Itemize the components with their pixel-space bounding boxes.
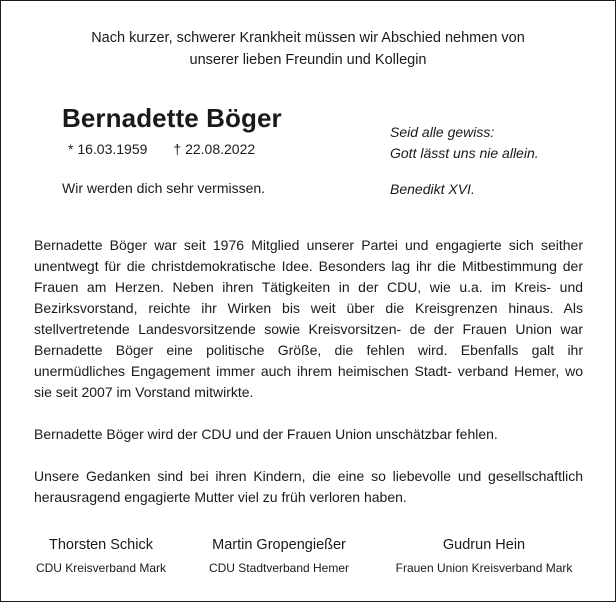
signatory-name: Gudrun Hein bbox=[442, 537, 526, 553]
condolence-paragraph bbox=[34, 466, 583, 508]
tribute-paragraph bbox=[34, 235, 583, 403]
signature-block bbox=[197, 537, 361, 575]
tribute-line: verband Hemer, wo sie seit 2007 im Vorstand mitwirkte. bbox=[34, 363, 583, 400]
signatory-name: Martin Gropengießer bbox=[212, 537, 346, 553]
signatory-name: Thorsten Schick bbox=[49, 537, 153, 553]
deceased-name: Bernadette Böger bbox=[62, 103, 282, 133]
quote-line: Seid alle gewiss: bbox=[390, 124, 495, 140]
obituary-body bbox=[34, 235, 583, 529]
tribute-line: Ebenfalls galt ihr unermüdliches Engagement immer auch ihrem heimischen Stadt- bbox=[34, 342, 583, 379]
quote-author: Benedikt XVI. bbox=[390, 181, 475, 197]
signatory-organization: CDU Kreisverband Mark bbox=[35, 561, 167, 575]
intro-text bbox=[1, 27, 615, 71]
tribute-line: de der Frauen Union war Bernadette Böger eine politische Größe, die fehlen wird. bbox=[34, 321, 583, 358]
death-date: † 22.08.2022 bbox=[173, 141, 256, 157]
signature-block bbox=[379, 537, 589, 575]
tribute-line: seither unentwegt für die christdemokratische Idee. Besonders lag ihr die bbox=[34, 237, 584, 274]
memorial-quote bbox=[390, 122, 539, 200]
tribute-line: wie u.a. im Kreis- und Bezirksvorstand, reichte ihr Wirken bis weit über die bbox=[34, 279, 584, 316]
tribute-line: Bernadette Böger war seit 1976 Mitglied unserer Partei und engagierte sich bbox=[34, 237, 534, 253]
quote-line: Gott lässt uns nie allein. bbox=[390, 145, 539, 161]
signature-block bbox=[21, 537, 181, 575]
tribute-line: Mitbestimmung der Frauen am Herzen. Neben ihren Tätigkeiten in der CDU, bbox=[34, 258, 583, 295]
intro-line: unserer lieben Freundin und Kollegin bbox=[189, 52, 427, 68]
farewell-line: Wir werden dich sehr vermissen. bbox=[62, 180, 266, 196]
condolence-line: herausragend engagierte Mutter viel zu früh verloren haben. bbox=[34, 489, 407, 505]
condolence-line: Unsere Gedanken sind bei ihren Kindern, die eine so liebevolle und gesellschaftlich bbox=[34, 468, 583, 484]
birth-date: * 16.03.1959 bbox=[68, 141, 148, 157]
tribute-line: Kreisgrenzen hinaus. Als stellvertretende Landesvorsitzende sowie Kreisvorsitzen- bbox=[34, 300, 584, 337]
signatory-organization: CDU Stadtverband Hemer bbox=[208, 561, 350, 575]
life-dates bbox=[68, 141, 255, 157]
signatory-organization: Frauen Union Kreisverband Mark bbox=[395, 561, 573, 575]
loss-paragraph: Bernadette Böger wird der CDU und der Frauen Union unschätzbar fehlen. bbox=[34, 426, 498, 442]
intro-line: Nach kurzer, schwerer Krankheit müssen wir Abschied nehmen von bbox=[91, 30, 525, 46]
